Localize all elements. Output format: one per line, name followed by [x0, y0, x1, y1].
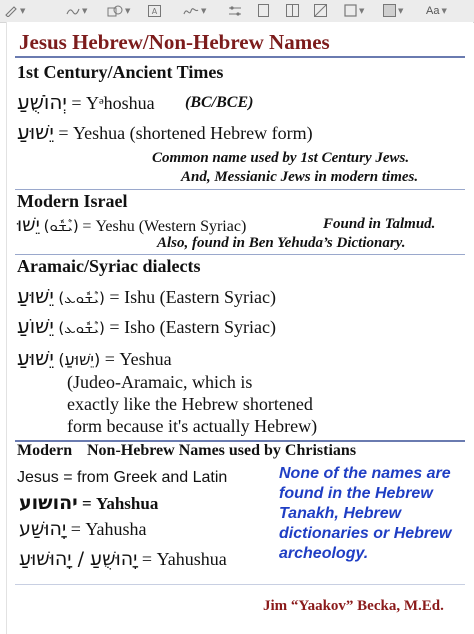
explanation-line3: form because it's actually Hebrew) — [67, 416, 318, 436]
syriac-name: (ܝܶܫܽܘܥ) — [58, 319, 105, 337]
chevron-down-icon: ▼ — [201, 6, 207, 15]
name-translation: = Yeshua (shortened Hebrew form) — [58, 123, 313, 143]
name-row-yahusha — [19, 518, 147, 540]
markup-pen-icon — [4, 5, 18, 17]
name-row-yeshu — [17, 214, 246, 236]
name-translation: = Yeshua — [104, 349, 172, 369]
name-translation: = Yᵊhoshua — [71, 93, 155, 113]
divider — [15, 254, 465, 255]
chevron-down-icon: ▼ — [359, 6, 365, 15]
section-heading-ancient: 1st Century/Ancient Times — [17, 62, 224, 82]
toolbar — [0, 0, 474, 23]
usage-note-line2: And, Messianic Jews in modern times. — [181, 169, 419, 185]
chevron-down-icon: ▼ — [398, 6, 404, 15]
name-row-judeo-aramaic — [17, 346, 172, 370]
era-note: (BC/BCE) — [185, 94, 254, 111]
page-layout-button[interactable] — [258, 3, 269, 18]
hebrew-name: יֵשׁוֹעַ — [17, 314, 54, 338]
font-button[interactable] — [426, 3, 447, 18]
section-heading-aramaic: Aramaic/Syriac dialects — [17, 256, 201, 276]
border-icon — [344, 4, 357, 17]
divider — [15, 56, 465, 58]
chevron-down-icon: ▼ — [82, 6, 88, 15]
name-row-yehoshua — [17, 90, 155, 114]
author-signature: Jim “Yaakov” Becka, M.Ed. — [263, 598, 444, 614]
divider — [15, 584, 465, 585]
fill-icon — [383, 4, 396, 17]
divider — [15, 189, 465, 190]
syriac-name: (ܝܶܫܽܘ) — [43, 217, 79, 235]
hebrew-name: יהושוע — [19, 492, 78, 514]
color-button[interactable] — [314, 3, 327, 18]
talmud-note: Found in Talmud. — [323, 216, 436, 232]
sketch-icon — [66, 5, 80, 17]
hebrew-name: יֵשׁוּ — [17, 214, 40, 236]
hebrew-name-parenthetical: (יֵשׁוּעַ) — [58, 350, 101, 369]
shapes-icon — [107, 5, 123, 17]
hebrew-name: יָהוּשֻׁעַ / יָהוּשׁוּעַ — [19, 548, 138, 570]
sign-button[interactable] — [183, 3, 206, 18]
usage-note-line1: Common name used by 1st Century Jews. — [152, 150, 410, 166]
hebrew-name: יֵשׁוּעַ — [17, 346, 54, 370]
section-heading-modern: Modern — [17, 442, 73, 459]
chevron-down-icon: ▼ — [441, 6, 447, 15]
name-translation: = Yahshua — [82, 494, 159, 513]
hebrew-name: יְהוֹשֻׁעַ — [17, 90, 67, 114]
shapes-button[interactable] — [107, 3, 130, 18]
text-box-icon — [148, 5, 161, 17]
name-translation: = Isho (Eastern Syriac) — [109, 317, 277, 337]
dictionary-note: Also, found in Ben Yehuda’s Dictionary. — [157, 235, 406, 251]
name-translation: = Ishu (Eastern Syriac) — [109, 287, 277, 307]
page-icon — [258, 4, 269, 17]
section-heading-modern-israel: Modern Israel — [17, 191, 128, 211]
signature-icon — [183, 5, 199, 17]
syriac-name: (ܝܶܫܽܘܥ) — [58, 289, 105, 307]
svg-text:A: A — [151, 6, 158, 16]
hebrew-name: יֵשׁוּעַ — [17, 120, 54, 144]
archeology-note: None of the names are found in the Hebrew Tanakh, Hebrew dictionaries or Hebrew archeology. — [279, 465, 452, 562]
hebrew-name: יֵשׁוּעַ — [17, 284, 54, 308]
border-button[interactable] — [344, 3, 364, 18]
color-swatch-icon — [314, 4, 327, 17]
document-page — [6, 22, 473, 634]
crop-icon — [286, 4, 299, 17]
name-row-ishu — [17, 284, 276, 308]
explanation-line2: exactly like the Hebrew shortened — [67, 394, 313, 414]
text-box-button[interactable] — [148, 3, 161, 18]
name-row-yahshua — [19, 492, 158, 514]
name-row-isho — [17, 314, 276, 338]
section-heading-non-hebrew: Non-Hebrew Names used by Christians — [87, 442, 357, 459]
jesus-origin-line: Jesus = from Greek and Latin — [17, 469, 228, 486]
page-title: Jesus Hebrew/Non-Hebrew Names — [19, 30, 330, 54]
chevron-down-icon: ▼ — [125, 6, 131, 15]
name-translation: = Yahusha — [70, 519, 147, 539]
name-row-yeshua — [17, 120, 313, 144]
markup-tools[interactable] — [4, 3, 25, 18]
hebrew-name: יָהוּשַׁע — [19, 518, 67, 540]
name-translation: = Yeshu (Western Syriac) — [82, 218, 247, 235]
crop-button[interactable] — [286, 3, 299, 18]
name-translation: = Yahushua — [141, 549, 227, 569]
sketch-button[interactable] — [66, 3, 87, 18]
sliders-icon — [228, 5, 242, 17]
adjust-button[interactable] — [228, 3, 242, 18]
fill-button[interactable] — [383, 3, 403, 18]
name-row-yahushua — [19, 548, 227, 570]
explanation-line1: (Judeo-Aramaic, which is — [67, 372, 253, 392]
chevron-down-icon: ▼ — [20, 6, 26, 15]
font-aa-label: Aa — [426, 4, 440, 17]
